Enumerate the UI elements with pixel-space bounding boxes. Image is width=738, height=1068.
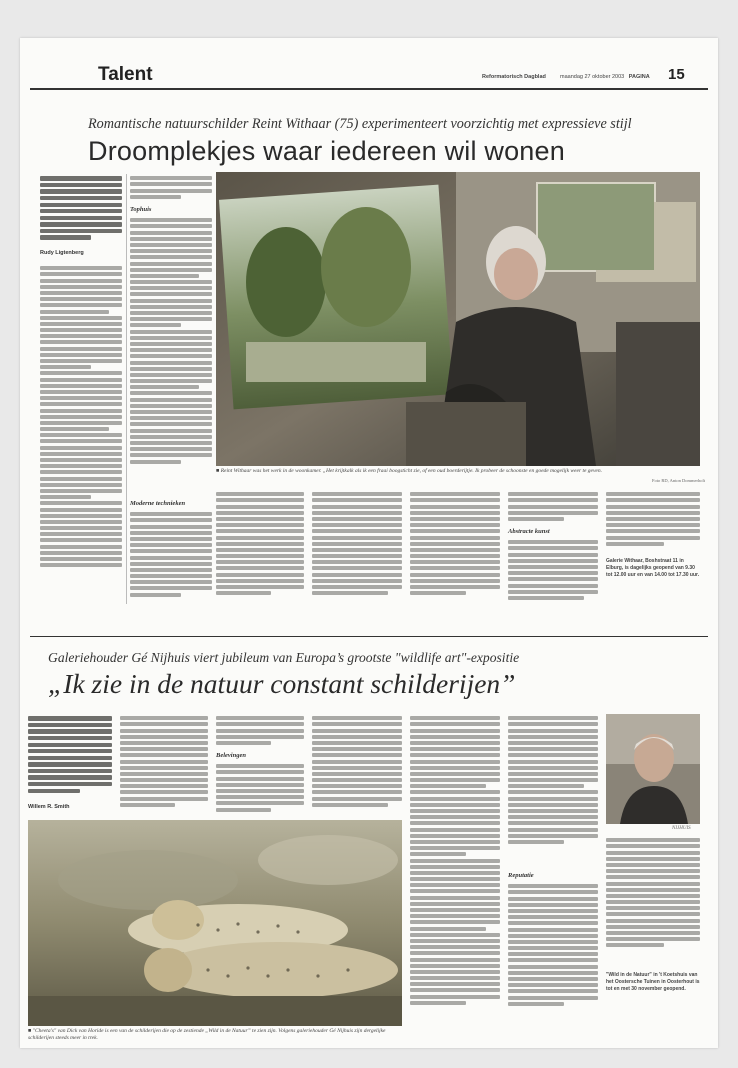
cheetah-image	[28, 820, 402, 1026]
article-divider	[30, 636, 708, 637]
article2-column-7	[606, 836, 700, 966]
article2-byline: Willem R. Smith	[28, 804, 70, 810]
nijhuis-portrait	[606, 714, 700, 824]
article1-column-6a	[508, 490, 598, 526]
article1-intro	[40, 174, 122, 244]
article1-column-1	[40, 264, 122, 608]
article1-kicker: Romantische natuurschilder Reint Withaar (75) experimenteert voorzichtig met expressieve stijl	[88, 116, 632, 132]
article2-column-6b	[508, 882, 598, 1024]
article2-subhead-reputatie: Reputatie	[508, 872, 534, 879]
article1-column-6b	[508, 538, 598, 606]
article2-column-6a	[508, 714, 598, 870]
article2-column-3	[216, 714, 304, 750]
publication-name: Reformatorisch Dagblad	[482, 74, 546, 80]
portrait-image	[606, 714, 700, 824]
article2-column-4	[312, 714, 402, 820]
issue-date	[560, 74, 650, 80]
article1-column-5	[410, 490, 500, 606]
article2-headline: „Ik zie in de natuur constant schilderijen”	[48, 668, 516, 699]
artist-photo-credit: Foto RD, Anton Dommerholt	[652, 478, 706, 483]
article1-column-2b	[130, 216, 212, 496]
article1-headline: Droomplekjes waar iedereen wil wonen	[88, 136, 565, 166]
cheetah-painting	[28, 820, 402, 1026]
article2-column-3b	[216, 762, 304, 820]
article2-column-5	[410, 714, 500, 1024]
article2-info: "Wild in de Natuur" in 't Koetshuis van het Oostersche Tuinen in Oosterhout is tot en met 30 november geopend.	[606, 972, 700, 992]
painter-at-easel-image	[216, 172, 700, 466]
portrait-caption: NIJHUIS	[672, 826, 691, 831]
article1-subhead-tophuis: Tophuis	[130, 206, 152, 213]
article1-subhead-abstracte: Abstracte kunst	[508, 528, 550, 535]
page-number: 15	[668, 66, 685, 83]
header-rule-top	[30, 88, 708, 90]
page-label: PAGINA	[628, 74, 650, 80]
article2-column-2	[120, 714, 208, 820]
article1-column-3	[216, 490, 304, 606]
article1-column-2c	[130, 510, 212, 606]
cheetah-caption: ■ "Cheeta's" van Dick van Horide is een van de schilderijen die op de zestiende „Wild in de Natuur” te zien zijn. Volgens galeriehouder Gé Nijhuis zijn dergelijke schilderijen steeds meer in trek.	[28, 1028, 386, 1041]
article1-column-4	[312, 490, 402, 606]
article1-subhead-moderne: Moderne technieken	[130, 500, 186, 507]
article2-intro	[28, 714, 112, 798]
article1-column-2	[130, 174, 212, 204]
newspaper-page	[20, 38, 718, 1048]
article1-info: Galerie Withaar, Boshstraat 11 in Elburg, is dagelijks geopend van 9.30 tot 12.00 uur en van 14.00 tot 17.30 uur.	[606, 558, 700, 578]
article1-column-7	[606, 490, 700, 554]
artist-photo-caption: ■ Reint Withaar was het werk in de woonkamer. „Het krijtkalk als ik een fraai boogsticht zie, of een oud boerderijtje. Ik probeer de schoonste en goede mogelijk weer te geven.	[216, 468, 602, 474]
article1-byline: Rudy Ligtenberg	[40, 250, 84, 256]
date-text: maandag 27 oktober 2003	[560, 74, 625, 80]
article2-kicker: Galeriehouder Gé Nijhuis viert jubileum van Europa’s grootste "wildlife art"-expositie	[48, 650, 520, 665]
article2-subhead-belevingen: Belevingen	[216, 752, 246, 759]
section-title: Talent	[98, 64, 153, 85]
column-divider	[126, 174, 127, 604]
artist-photo	[216, 172, 700, 466]
